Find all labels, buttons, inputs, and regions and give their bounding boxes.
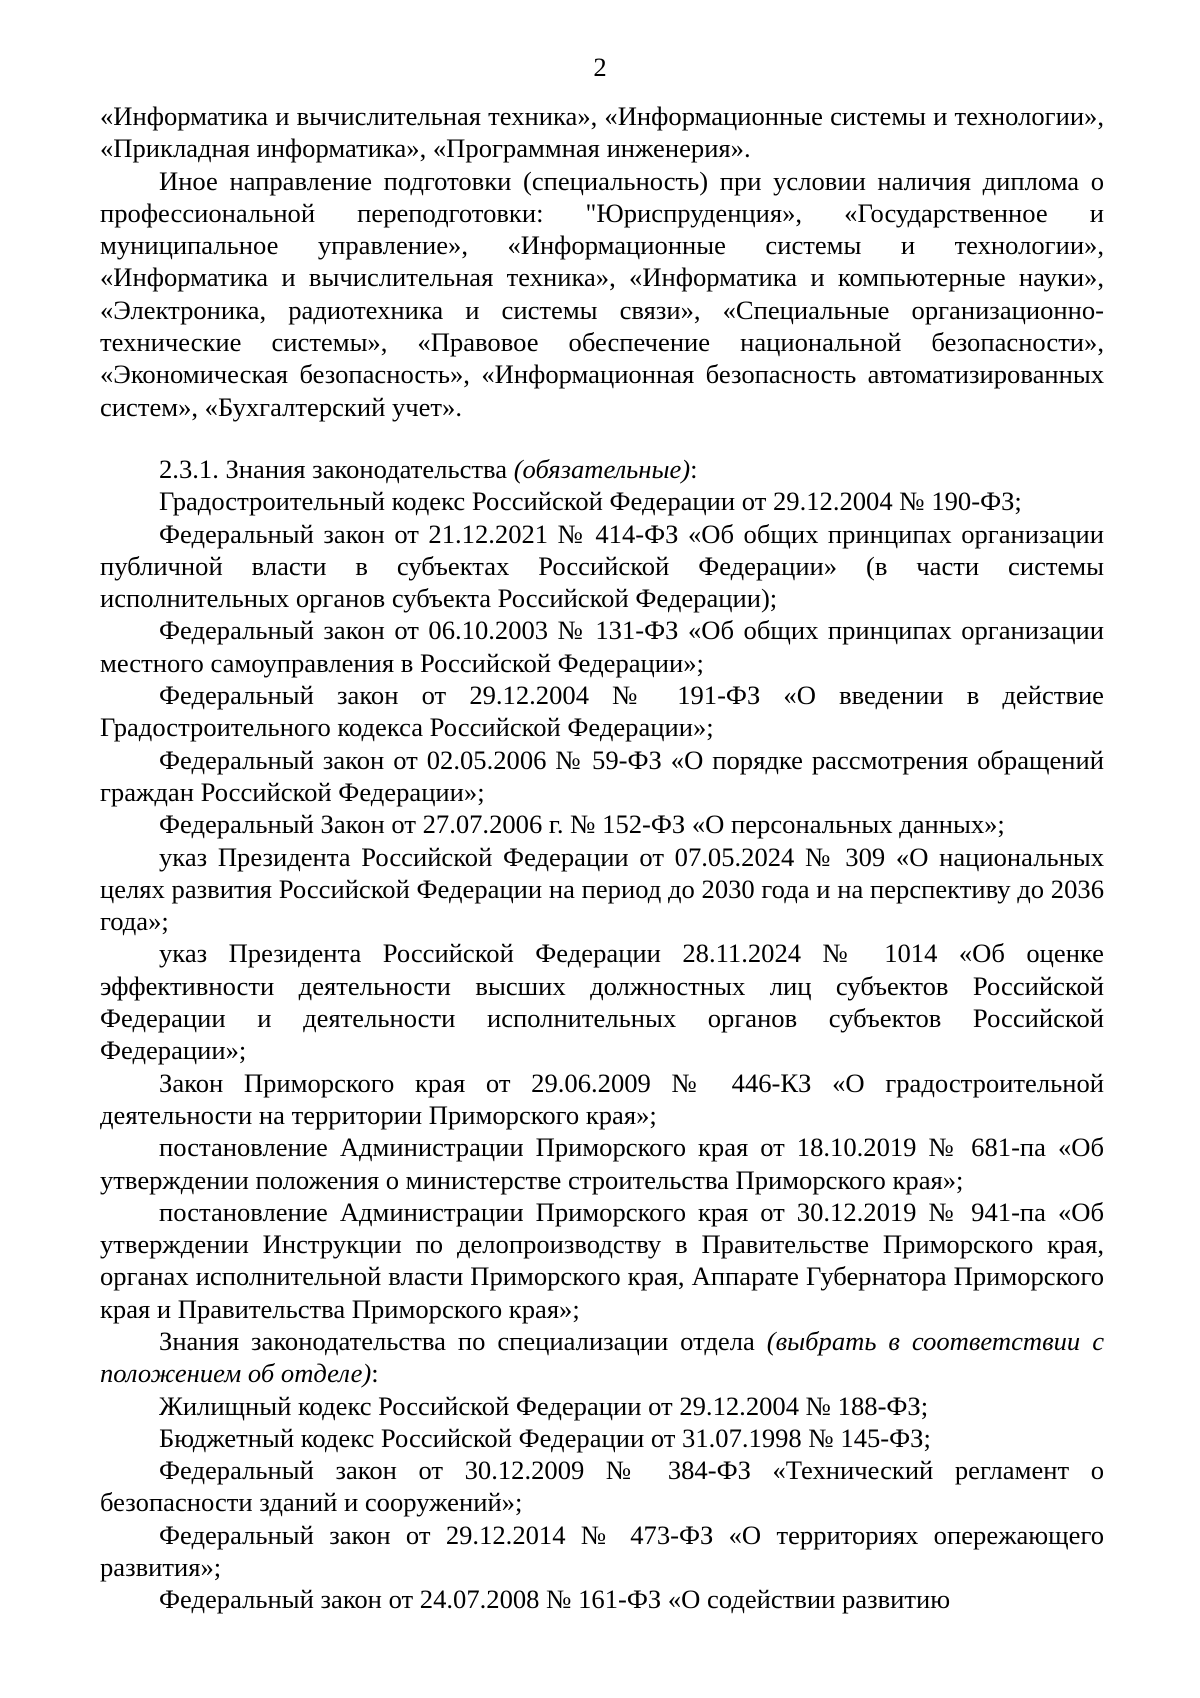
law-item: Федеральный закон от 02.05.2006 № 59-ФЗ «О порядке рассмотрения обращений граждан Российской Федерации»; — [100, 744, 1104, 807]
law-item: Федеральный закон от 24.07.2008 № 161-ФЗ «О содействии развитию — [159, 1584, 951, 1615]
law-item: постановление Администрации Приморского края от 18.10.2019 № 681-па «Об утверждении положения о министерстве строительства Приморского края»; — [100, 1132, 1104, 1195]
specialization-heading-italic: (выбрать в соответствии с положением об отделе) — [100, 1325, 1104, 1389]
specialization-heading-tail: : — [371, 1358, 379, 1389]
law-item: Федеральный закон от 06.10.2003 № 131-ФЗ «Об общих принципах организации местного самоуправления в Российской Федерации»; — [100, 615, 1104, 678]
section-heading-italic: (обязательные) — [513, 453, 691, 484]
law-item: Жилищный кодекс Российской Федерации от 29.12.2004 № 188-ФЗ; — [159, 1390, 929, 1421]
specialization-laws-heading — [100, 1325, 1104, 1390]
section-heading-tail: : — [690, 453, 698, 484]
paragraph-specialties-continued: «Информатика и вычислительная техника», «Информационные системы и технологии», «Прикладная информатика», «Программная инженерия». — [100, 101, 1104, 164]
paragraph-alternative-specialties: Иное направление подготовки (специальность) при условии наличия диплома о профессиональной переподготовки: "Юриспруденция», «Государственное и муниципальное управление», «Информационные системы и технологии», «Информатика и вычислительная техника», «Информатика и компьютерные науки», «Электроника, радиотехника и системы связи», «Специальные организационно-технические системы», «Правовое обеспечение национальной безопасности», «Экономическая безопасность», «Информационная безопасность автоматизированных систем», «Бухгалтерский учет». — [100, 165, 1104, 422]
law-item: Федеральный закон от 29.12.2004 № 191-ФЗ «О введении в действие Градостроительного кодекса Российской Федерации»; — [100, 680, 1104, 743]
law-item: Федеральный закон от 30.12.2009 № 384-ФЗ «Технический регламент о безопасности зданий и сооружений»; — [100, 1455, 1104, 1518]
page-number: 2 — [593, 52, 607, 82]
law-item: Градостроительный кодекс Российской Федерации от 29.12.2004 № 190-ФЗ; — [159, 486, 1022, 517]
law-item: Бюджетный кодекс Российской Федерации от 31.07.1998 № 145-ФЗ; — [159, 1422, 931, 1453]
specialization-heading-lead: Знания законодательства по специализации отдела — [159, 1325, 767, 1356]
law-item: указ Президента Российской Федерации от 07.05.2024 № 309 «О национальных целях развития Российской Федерации на период до 2030 года и на перспективу до 2036 года»; — [100, 841, 1104, 937]
section-heading-lead: 2.3.1. Знания законодательства — [159, 453, 514, 484]
law-item: постановление Администрации Приморского края от 30.12.2019 № 941-па «Об утверждении Инструкции по делопроизводству в Правительстве Приморского края, органах исполнительной власти Приморского края, Аппарате Губернатора Приморского края и Правительства Приморского края»; — [100, 1196, 1104, 1324]
document-body — [100, 100, 1104, 1616]
law-item: Федеральный закон от 21.12.2021 № 414-ФЗ «Об общих принципах организации публичной власти в субъектах Российской Федерации» (в части системы исполнительных органов субъекта Российской Федерации); — [100, 518, 1104, 614]
law-item: указ Президента Российской Федерации 28.11.2024 № 1014 «Об оценке эффективности деятельности высших должностных лиц субъектов Российской Федерации и деятельности исполнительных органов субъектов Российской Федерации»; — [100, 938, 1104, 1066]
law-item: Федеральный закон от 29.12.2014 № 473-ФЗ «О территориях опережающего развития»; — [100, 1519, 1104, 1583]
section-heading-mandatory-laws — [100, 453, 1104, 485]
law-item: Федеральный Закон от 27.07.2006 г. № 152-ФЗ «О персональных данных»; — [159, 809, 1005, 840]
law-item: Закон Приморского края от 29.06.2009 № 446-КЗ «О градостроительной деятельности на территории Приморского края»; — [100, 1067, 1104, 1130]
